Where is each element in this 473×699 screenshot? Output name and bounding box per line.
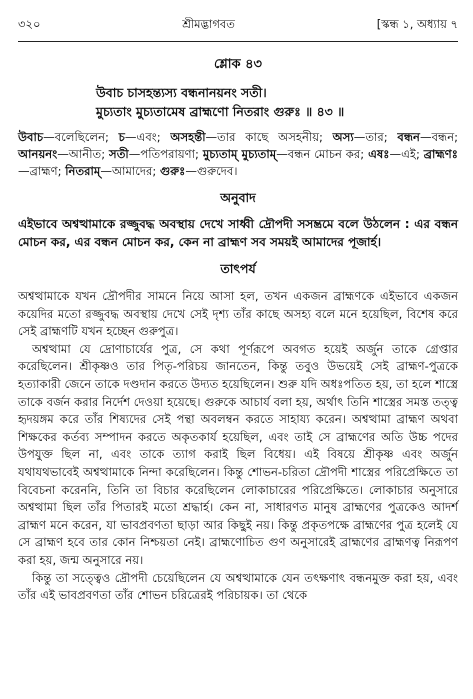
synonym-word: ব্রাহ্মণঃ	[423, 147, 458, 161]
page-header	[18, 0, 458, 35]
sanskrit-verse	[96, 83, 458, 121]
purport-body	[18, 288, 458, 605]
chapter-reference: [স্কন্ধ ১, অধ্যায় ৭	[376, 17, 458, 31]
synonym-word: বন্ধন	[397, 130, 420, 144]
synonym-word: অস্য	[332, 130, 354, 144]
verse-line-1: উবাচ চাসহন্ত্যস্য বন্ধনানয়নং সতী।	[96, 85, 267, 100]
page-number: ৩২০	[18, 17, 41, 31]
word-synonyms	[18, 129, 458, 180]
purport-paragraph-1: অশ্বত্থামাকে যখন দ্রৌপদীর সামনে নিয়ে আসা হল, তখন একজন ব্রাহ্মণকে এইভাবে একজন কয়েদির মতো রজ্জুবদ্ধ অবস্থায় দেখে সেই দৃশ্য তাঁর কাছে অসহ্য বলে মনে হয়েছিল, বিশেষ করে সেই ব্রাহ্মণটি যখন হচ্ছেন গুরুপুত্র।	[18, 289, 458, 339]
book-title: শ্রীমদ্ভাগবত	[182, 17, 235, 31]
synonym-word: সতী	[109, 147, 129, 161]
synonym-word: মুচ্যতাম্‌ মুচ্যতাম্‌	[202, 147, 277, 161]
synonym-meaning: —বলেছিলেন;	[43, 130, 119, 144]
synonym-meaning: —আনীত;	[57, 147, 110, 161]
synonym-word: অসহন্তী	[170, 130, 206, 144]
synonym-meaning: —এবং;	[124, 130, 171, 144]
synonym-meaning: —বন্ধন;	[419, 130, 459, 144]
purport-heading: তাৎপর্য	[220, 261, 256, 276]
purport-paragraph-2: অশ্বত্থামা যে দ্রোণাচার্যের পুত্র, সে কথা পূর্ণরূপে অবগত হয়েই অর্জুন তাকে গ্রেপ্তার করেছিলেন। শ্রীকৃষ্ণও তার পিতৃ-পরিচয় জানতেন, কিন্তু তবুও উভয়েই সেই ব্রাহ্মণ-পুত্রকে হত্যাকারী জেনে তাকে দণ্ডদান করতে উদ্যত হয়েছিলেন। শুরু যদি অধঃপতিত হয়, তা হলে শাস্ত্রে তাকে বর্জন করার নির্দেশ দেওয়া হয়েছে। গুরুকে আচার্য বলা হয়, অর্থাৎ তিনি শাস্ত্রের সমস্ত তত্ত্ব হৃদয়ঙ্গম করে তাঁর শিষ্যদের সেই পন্থা অবলম্বন করতে সাহায্য করেন। অশ্বত্থামা ব্রাহ্মণ অথবা শিক্ষকের কর্তব্য সম্পাদন করতে অকৃতকার্য হয়েছিল, এবং তাই সে ব্রাহ্মণের অতি উচ্চ পদের উপযুক্ত ছিল না, এবং তাকে ত্যাগ করাই ছিল বিধেয়। এই বিষয়ে শ্রীকৃষ্ণ এবং অর্জুন যথাযথভাবেই অশ্বত্থামাকে নিন্দা করেছিলেন। কিন্তু শোভন-চরিতা দ্রৌপদী শাস্ত্রের পরিপ্রেক্ষিতে তা বিবেচনা করেননি, তিনি তা বিচার করেছিলেন লোকাচারের পরিপ্রেক্ষিতে। লোকাচার অনুসারে অশ্বত্থামা ছিল তাঁর পিতারই মতো শ্রদ্ধার্হ। কেন না, সাধারণত মানুষ ব্রাহ্মণের পুত্রকেও আদর্শ ব্রাহ্মণ মনে করেন, যা ভাবপ্রবণতা ছাড়া আর কিছুই নয়। কিন্তু প্রকৃতপক্ষে ব্রাহ্মণের পুত্র হলেই যে সে ব্রাহ্মণ হবে তার কোন নিশ্চয়তা নেই। ব্রাহ্মণোচিত গুণ অনুসারেই ব্রাহ্মণের ব্রাহ্মণত্ব নিরূপণ করা হয়, জন্ম অনুসারে নয়।	[18, 341, 458, 567]
synonym-meaning: —পতিপরায়ণা;	[128, 147, 203, 161]
synonym-meaning: —ব্রাহ্মণ;	[18, 164, 66, 178]
synonym-word: চ	[118, 130, 125, 144]
synonym-meaning: —বন্ধন মোচন কর;	[276, 147, 369, 161]
synonym-meaning: —এই;	[389, 147, 424, 161]
verse-line-2: মুচ্যতাং মুচ্যতামেষ ব্রাহ্মণো নিতরাং গুরুঃ ॥ ৪৩ ॥	[96, 104, 345, 119]
translation-heading: অনুবাদ	[220, 190, 256, 205]
purport-paragraph-3: কিন্তু তা সত্ত্বেও দ্রৌপদী চেয়েছিলেন যে অশ্বত্থামাকে যেন তৎক্ষণাৎ বন্ধনমুক্ত করা হয়, এবং তাঁর এই ভাবপ্রবণতা তাঁর শোভন চরিত্রেরই পরিচায়ক। তা থেকে	[18, 570, 458, 603]
synonym-word: আনয়নং	[18, 147, 58, 161]
translation-text: এইভাবে অশ্বত্থামাকে রজ্জুবদ্ধ অবস্থায় দেখে সাধ্বী দ্রৌপদী সসম্ভ্রমে বলে উঠলেন : এর বন্ধন মোচন কর, এর বন্ধন মোচন কর, কেন না ব্রাহ্মণ সব সময়ই আমাদের পূজার্হ।	[18, 217, 458, 249]
synonym-word: এষঃ	[368, 147, 390, 161]
synonym-meaning: —তার;	[353, 130, 398, 144]
synonym-meaning: —গুরুদেব।	[185, 164, 238, 178]
synonym-word: নিতরাম্‌	[65, 164, 101, 178]
header-divider	[18, 41, 458, 42]
synonym-word: গুরুঃ	[160, 164, 186, 178]
shloka-heading: শ্লোক ৪৩	[213, 57, 263, 72]
synonym-word: উবাচ	[18, 130, 44, 144]
synonym-meaning: —আমাদের;	[100, 164, 160, 178]
synonym-meaning: —তার কাছে অসহনীয়;	[205, 130, 333, 144]
